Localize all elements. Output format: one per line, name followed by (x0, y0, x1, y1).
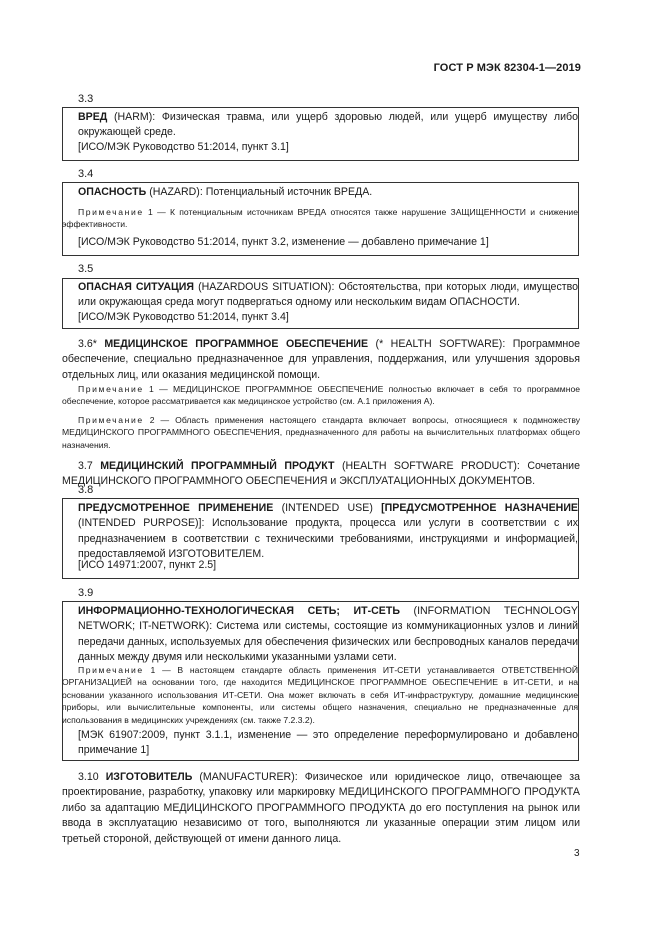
term-text: (MANUFACTURER): Физическое или юридическое лицо, отвечающее за проектирование, разработку, упаковку или маркировку МЕДИЦИНСКОГО ПРОГРАММНОГО ПРОДУКТА либо за адаптацию МЕДИЦИНСКОГО ПРОГРАММНОГО ПРОДУКТА до его поступления на рынок или ввода в эксплуатацию независимо от того, выполняются ли указанные операции этим лицом или третьей стороной, действующей от имени данного лица. (62, 771, 581, 845)
term-source: [ИСО 14971:2007, пункт 2.5] (78, 559, 217, 571)
term-definition (62, 337, 580, 383)
term-number: 3.5 (78, 263, 94, 275)
term-text: (INTENDED USE) (273, 502, 382, 514)
note-text: 1 — МЕДИЦИНСКОЕ ПРОГРАММНОЕ ОБЕСПЕЧЕНИЕ полностью включает в себя то программное обеспечение, которое рассматривается как медицинское устройство (см. А.1 приложения А). (62, 384, 580, 407)
term-definition (78, 185, 578, 200)
term-definition (78, 501, 578, 563)
term-note (62, 414, 580, 451)
term-name: ИНФОРМАЦИОННО-ТЕХНОЛОГИЧЕСКАЯ СЕТЬ; ИТ-СЕТЬ (78, 605, 400, 617)
term-source: [ИСО/МЭК Руководство 51:2014, пункт 3.1] (78, 141, 289, 153)
term-name: ВРЕД (78, 111, 108, 123)
term-name: ПРЕДУСМОТРЕННОЕ ПРИМЕНЕНИЕ (78, 502, 274, 514)
term-name: ИЗГОТОВИТЕЛЬ (105, 771, 193, 783)
term-text: (HARM): Физическая травма, или ущерб здоровью людей, или ущерб имуществу либо окружающей среде. (78, 111, 578, 139)
note-label: Примечание (78, 415, 144, 425)
note-text: 1 — В настоящем стандарте область применения ИТ-СЕТИ устанавливается ОТВЕТСТВЕННОЙ ОРГАНИЗАЦИЕЙ на основании того, где находится МЕДИЦИНСКОЕ ПРОГРАММНОЕ ОБЕСПЕЧЕНИЕ в ИТ-СЕТИ, и на основании указанного использования ИТ-СЕТИ. Она может включать в себя ИТ-инфраструктуру, домашние медицинские приборы, или вычислительные компоненты, или системы общего назначения, специально не предназначенные для использования в медицинских учреждениях (см. также 7.2.3.2). (62, 665, 578, 725)
note-text: 1 — К потенциальным источникам ВРЕДА относятся также нарушение ЗАЩИЩЕННОСТИ и снижение эффективности. (62, 207, 578, 230)
term-name: МЕДИЦИНСКОЕ ПРОГРАММНОЕ ОБЕСПЕЧЕНИЕ (104, 338, 369, 350)
note-label: Примечание (78, 384, 144, 394)
term-number: 3.3 (78, 93, 94, 105)
term-text: (INFORMATION TECHNOLOGY NETWORK; IT-NETWORK): Система или системы, состоящие из коммуникационных узлов и линий передачи данных, используемых для обеспечения физических или беспроводных каналов передачи данных между двумя или несколькими указанными узлами сети. (78, 605, 578, 664)
note-text: 2 — Область применения настоящего стандарта включает вопросы, относящиеся к подмножеству МЕДИЦИНСКОГО ПРОГРАММНОГО ОБЕСПЕЧЕНИЯ, предназначенного для работы на вычислительных платформах общего назначения. (62, 415, 580, 450)
term-name-alt: [ПРЕДУСМОТРЕННОЕ НАЗНАЧЕНИЕ (381, 502, 578, 514)
note-label: Примечание (78, 207, 144, 217)
term-name: ОПАСНОСТЬ (78, 186, 147, 198)
term-definition (78, 280, 578, 311)
term-text: (HAZARDOUS SITUATION): Обстоятельства, при которых люди, имущество или окружающая среда могут подвергаться одному или нескольким видам ОПАСНОСТИ. (78, 281, 578, 309)
term-number: 3.9 (78, 587, 94, 599)
page-number: 3 (574, 848, 580, 859)
term-source: [ИСО/МЭК Руководство 51:2014, пункт 3.2, изменение — добавлено примечание 1] (78, 236, 489, 248)
term-definition (78, 604, 578, 666)
term-number: 3.7 (78, 460, 93, 472)
term-text: (HEALTH SOFTWARE PRODUCT): Сочетание МЕДИЦИНСКОГО ПРОГРАММНОГО ОБЕСПЕЧЕНИЯ и ЭКСПЛУАТАЦИОННЫХ ДОКУМЕНТОВ. (62, 460, 580, 488)
term-name: ОПАСНАЯ СИТУАЦИЯ (78, 281, 195, 293)
term-source: [МЭК 61907:2009, пункт 3.1.1, изменение — это определение переформулировано и добавлено примечание 1] (78, 729, 578, 757)
term-number: 3.10 (78, 771, 99, 783)
term-definition (62, 770, 580, 847)
term-number: 3.8 (78, 484, 94, 496)
term-definition (78, 110, 578, 141)
term-number: 3.6* (78, 338, 97, 350)
term-note (62, 664, 578, 726)
term-note (62, 206, 578, 231)
term-note (62, 383, 580, 408)
term-source: [ИСО/МЭК Руководство 51:2014, пункт 3.4] (78, 311, 289, 323)
page-header: ГОСТ Р МЭК 82304-1—2019 (433, 62, 581, 74)
term-text: (HAZARD): Потенциальный источник ВРЕДА. (146, 186, 373, 198)
term-text: (INTENDED PURPOSE)]: Использование продукта, процесса или услуги в соответствии с их предназначением в соответствии с техническими требованиями, инструкциями и информацией, предоставляемой ИЗГОТОВИТЕЛЕМ. (78, 517, 578, 561)
term-number: 3.4 (78, 168, 94, 180)
note-label: Примечание (78, 665, 144, 675)
term-name: МЕДИЦИНСКИЙ ПРОГРАММНЫЙ ПРОДУКТ (100, 460, 335, 472)
term-definition (62, 459, 580, 490)
term-text: (* HEALTH SOFTWARE): Программное обеспечение, специально предназначенное для управления, поддержания, или улучшения здоровья отдельных лиц, или оказания медицинской помощи. (62, 338, 580, 381)
